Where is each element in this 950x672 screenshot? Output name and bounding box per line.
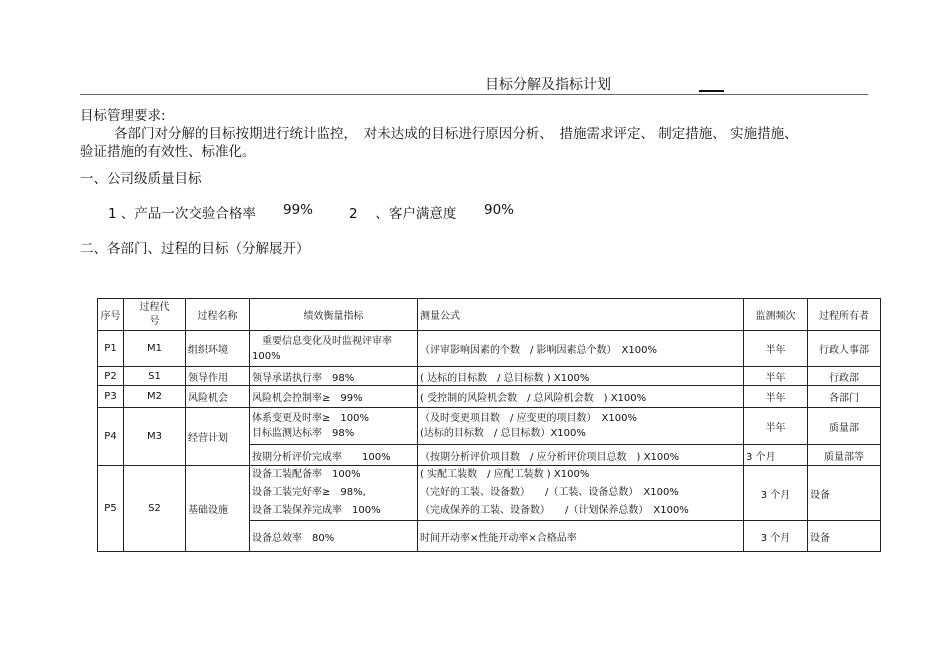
- goal-1-label: 1 、产品一次交验合格率: [108, 206, 256, 222]
- header-indicator: 绩效衡量指标: [250, 299, 418, 331]
- row-seq: P3: [98, 386, 124, 408]
- row-formula: （按期分析评价项目数 / 应分析评价项目总数 ) X100%: [418, 445, 744, 466]
- row-seq: P1: [98, 331, 124, 367]
- header-formula: 测量公式: [418, 299, 744, 331]
- row-code: M2: [124, 386, 186, 408]
- table-row: [98, 466, 881, 521]
- row-frequency: 3 个月: [744, 521, 808, 552]
- kpi-table: [97, 298, 881, 552]
- row-owner: 质量部等: [808, 445, 881, 466]
- header-process-code: 过程代 号: [124, 299, 186, 331]
- goal-2-label: 2 、客户满意度: [349, 206, 457, 222]
- requirements-line-1: 各部门对分解的目标按期进行统计监控， 对未达成的目标进行原因分析、 措施需求评定、 制定措施、 实施措施、: [114, 126, 798, 142]
- row-frequency: 半年: [744, 331, 808, 367]
- row-process-name: 基础设施: [186, 466, 250, 552]
- row-code: M1: [124, 331, 186, 367]
- row-formula: ( 实配工装数 / 应配工装数 ) X100% （完好的工装、设备数） /（工装、设备总数） X100% （完成保养的工装、设备数） /（计划保养总数） X100%: [418, 466, 744, 521]
- row-process-name: 经营计划: [186, 408, 250, 466]
- row-seq: P4: [98, 408, 124, 466]
- header-process-name: 过程名称: [186, 299, 250, 331]
- row-formula: ( 受控制的风险机会数 / 总风险机会数 ) X100%: [418, 386, 744, 408]
- row-process-name: 风险机会: [186, 386, 250, 408]
- row-formula: （及时变更项目数 / 应变更的项目数） X100% (达标的目标数 / 总目标数）X100%: [418, 408, 744, 445]
- row-frequency: 半年: [744, 408, 808, 445]
- row-indicator: 体系变更及时率≥ 100% 目标监测达标率 98%: [250, 408, 418, 445]
- row-owner: 行政人事部: [808, 331, 881, 367]
- row-code: S2: [124, 466, 186, 552]
- row-process-name: 领导作用: [186, 367, 250, 386]
- row-code: M3: [124, 408, 186, 466]
- row-indicator: 设备总效率 80%: [250, 521, 418, 552]
- goal-1-value: 99%: [283, 202, 314, 218]
- row-frequency: 3 个月: [744, 466, 808, 521]
- table-header-row: [98, 299, 881, 331]
- header-frequency: 监测频次: [744, 299, 808, 331]
- row-code: S1: [124, 367, 186, 386]
- row-indicator: 重要信息变化及时监视评审率 100%: [250, 331, 418, 367]
- section-2-heading: 二、各部门、过程的目标（分解展开）: [80, 241, 310, 257]
- header-seq: 序号: [98, 299, 124, 331]
- row-indicator: 风险机会控制率≥ 99%: [250, 386, 418, 408]
- row-owner: 设备: [808, 466, 881, 521]
- row-seq: P2: [98, 367, 124, 386]
- title-underline-mark: [699, 90, 724, 92]
- row-indicator: 领导承诺执行率 98%: [250, 367, 418, 386]
- row-frequency: 3 个月: [744, 445, 808, 466]
- goal-2-value: 90%: [484, 202, 515, 218]
- row-seq: P5: [98, 466, 124, 552]
- row-formula: （评审影响因素的个数 / 影响因素总个数） X100%: [418, 331, 744, 367]
- table-row: [98, 331, 881, 367]
- requirements-heading: 目标管理要求:: [80, 108, 166, 124]
- row-frequency: 半年: [744, 386, 808, 408]
- header-owner: 过程所有者: [808, 299, 881, 331]
- table-row: [98, 367, 881, 386]
- row-indicator: 设备工装配备率 100% 设备工装完好率≥ 98%, 设备工装保养完成率 100%: [250, 466, 418, 521]
- table-row: [98, 408, 881, 445]
- row-frequency: 半年: [744, 367, 808, 386]
- row-formula: 时间开动率×性能开动率×合格品率: [418, 521, 744, 552]
- row-owner: 设备: [808, 521, 881, 552]
- table-row: [98, 386, 881, 408]
- row-indicator: 按期分析评价完成率 100%: [250, 445, 418, 466]
- header-rule: [80, 94, 868, 95]
- section-1-heading: 一、公司级质量目标: [80, 171, 202, 187]
- row-owner: 各部门: [808, 386, 881, 408]
- row-owner: 质量部: [808, 408, 881, 445]
- row-owner: 行政部: [808, 367, 881, 386]
- row-formula: ( 达标的目标数 / 总目标数 ) X100%: [418, 367, 744, 386]
- row-process-name: 组织环境: [186, 331, 250, 367]
- document-title: 目标分解及指标计划: [485, 77, 611, 93]
- requirements-line-2: 验证措施的有效性、标准化。: [80, 144, 256, 160]
